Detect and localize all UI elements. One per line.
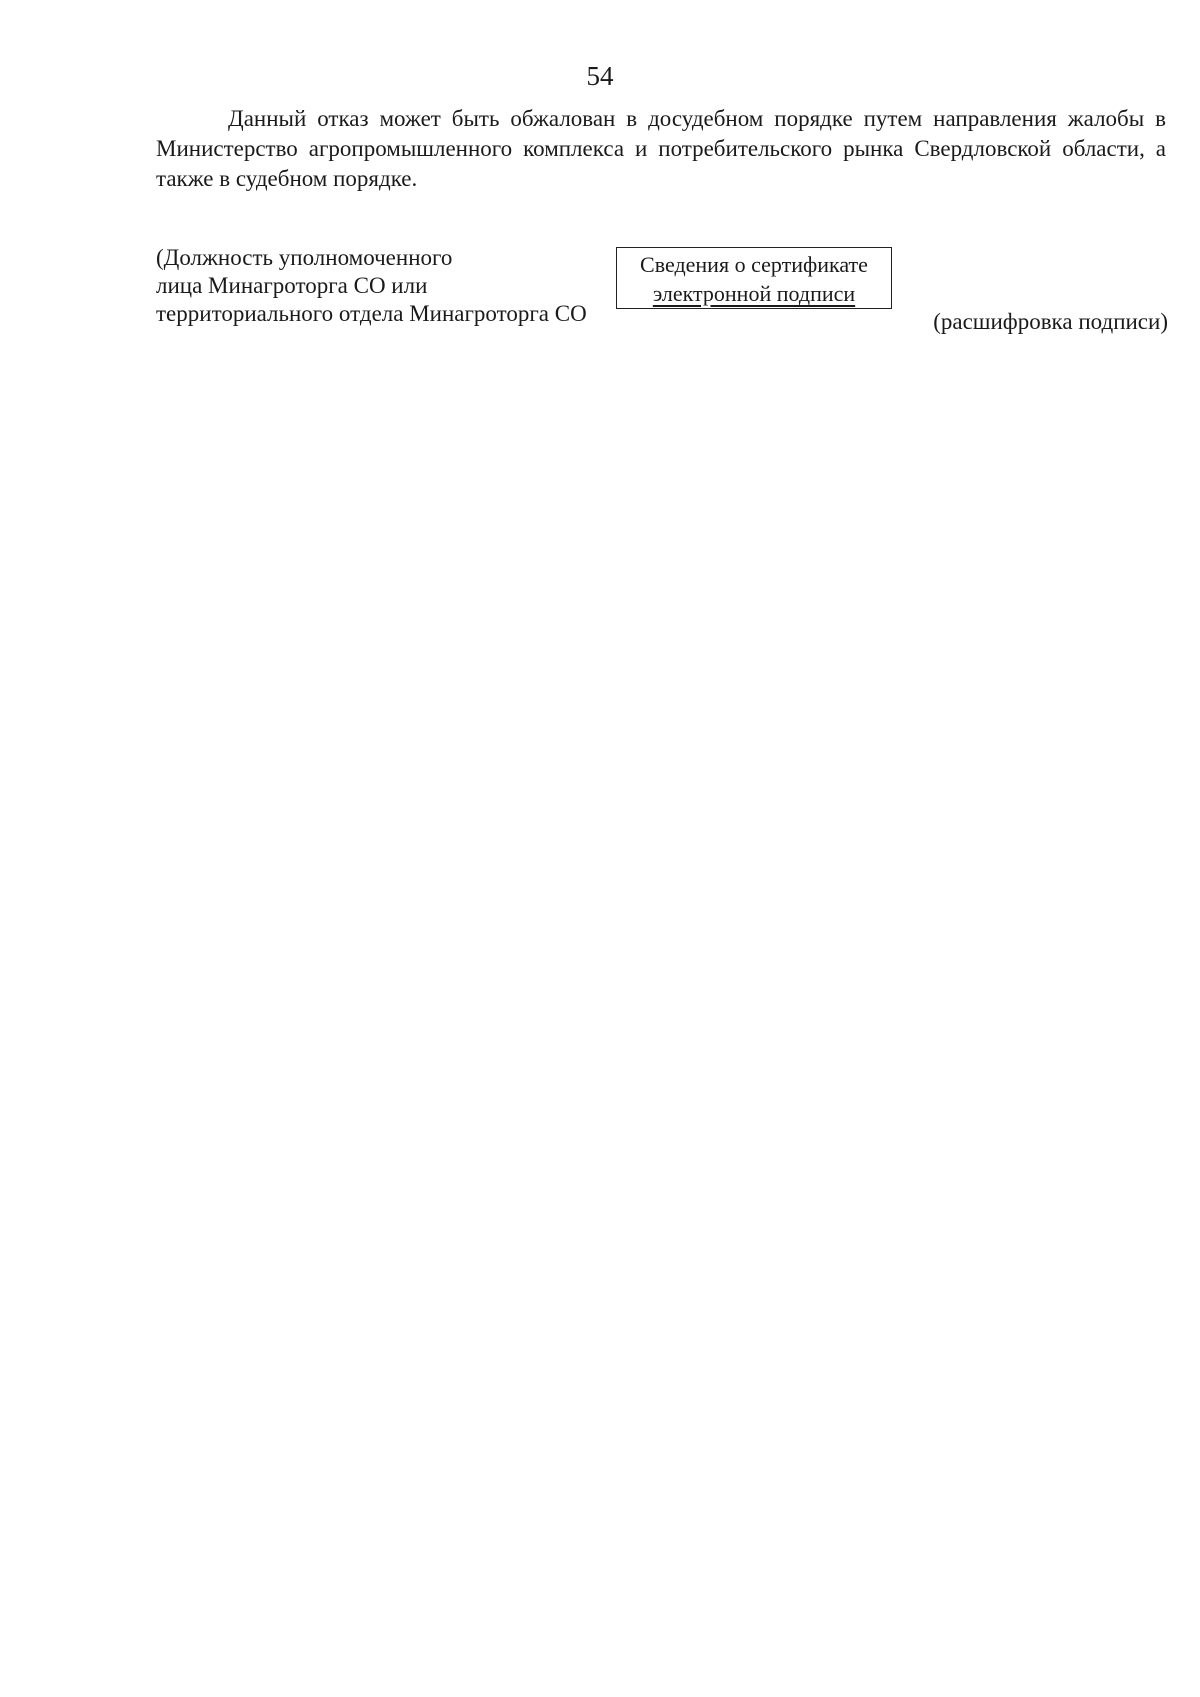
official-position-block (156, 244, 626, 328)
certificate-info-line-2: электронной подписи (652, 281, 856, 306)
position-line-2: лица Минагроторга СО или (156, 273, 428, 298)
position-line-3: территориального отдела Минагроторга СО (156, 301, 587, 326)
position-line-1: (Должность уполномоченного (156, 245, 453, 270)
certificate-info-line-1: Сведения о сертификате (640, 252, 868, 277)
body-paragraph: Данный отказ может быть обжалован в досудебном порядке путем направления жалобы в Министерство агропромышленного комплекса и потребительского рынка Свердловской области, а также в судебном порядке. (156, 106, 1166, 191)
page-number: 54 (586, 61, 614, 91)
signature-decoding: (расшифровка подписи) (933, 309, 1168, 334)
certificate-info-box (616, 247, 892, 309)
